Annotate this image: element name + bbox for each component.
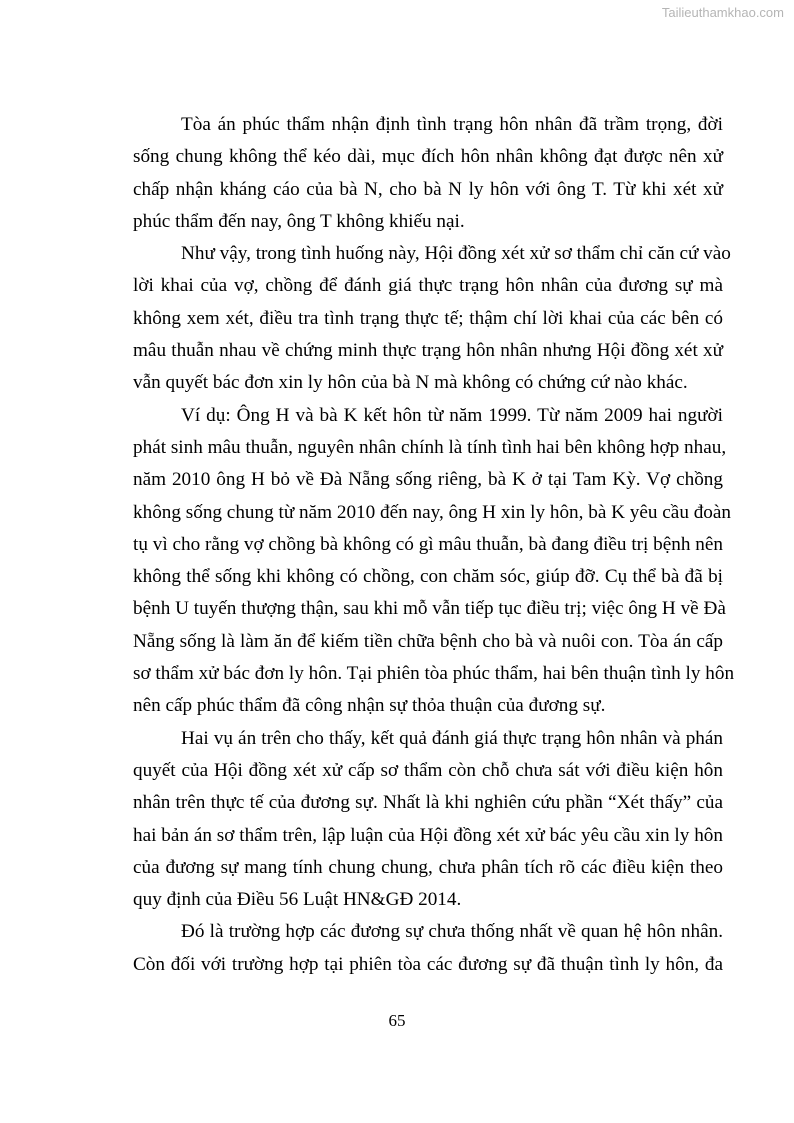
paragraph (133, 109, 723, 238)
text-line: năm 2010 ông H bỏ về Đà Nẵng sống riêng, bà K ở tại Tam Kỳ. Vợ chồng (133, 469, 723, 491)
text-line: Còn đối với trường hợp tại phiên tòa các đương sự đã thuận tình ly hôn, đa (133, 953, 723, 975)
text-line: Tòa án phúc thẩm nhận định tình trạng hôn nhân đã trầm trọng, đời (181, 114, 723, 135)
text-line: sơ thẩm xử bác đơn ly hôn. Tại phiên tòa phúc thẩm, hai bên thuận tình ly hôn (133, 663, 735, 685)
watermark: Tailieuthamkhao.com (661, 5, 784, 20)
text-line: không xem xét, điều tra tình trạng thực tế; thậm chí lời khai của các bên có (133, 307, 723, 329)
text-line: quy định của Điều 56 Luật HN&GĐ 2014. (133, 889, 462, 911)
text-line: phúc thẩm đến nay, ông T không khiếu nại. (133, 210, 465, 232)
text-line: của đương sự mang tính chung chung, chưa phân tích rõ các điều kiện theo (133, 856, 723, 878)
text-line: không sống chung từ năm 2010 đến nay, ông H xin ly hôn, bà K yêu cầu đoàn (133, 501, 732, 523)
paragraph (133, 916, 723, 981)
text-line: Đó là trường hợp các đương sự chưa thống nhất về quan hệ hôn nhân. (181, 921, 723, 943)
text-line: Như vậy, trong tình huống này, Hội đồng xét xử sơ thẩm chỉ căn cứ vào (181, 243, 731, 265)
text-line: chấp nhận kháng cáo của bà N, cho bà N ly hôn với ông T. Từ khi xét xử (133, 178, 723, 200)
paragraph (133, 238, 731, 399)
document-body (133, 109, 735, 981)
text-line: phát sinh mâu thuẫn, nguyên nhân chính là tính tình hai bên không hợp nhau, (133, 436, 727, 458)
text-line: Ví dụ: Ông H và bà K kết hôn từ năm 1999. Từ năm 2009 hai người (181, 404, 723, 426)
text-line: bệnh U tuyến thượng thận, sau khi mỗ vẫn tiếp tục điều trị; việc ông H về Đà (133, 598, 726, 620)
text-line: nên cấp phúc thẩm đã công nhận sự thỏa thuận của đương sự. (133, 695, 606, 717)
text-line: sống chung không thể kéo dài, mục đích hôn nhân không đạt được nên xử (133, 146, 723, 168)
paragraph (133, 400, 735, 723)
text-line: tụ vì cho rằng vợ chồng bà không có gì mâu thuẫn, bà đang điều trị bệnh nên (133, 533, 723, 555)
text-line: hai bản án sơ thẩm trên, lập luận của Hội đồng xét xử bác yêu cầu xin ly hôn (133, 824, 723, 846)
text-line: vẫn quyết bác đơn xin ly hôn của bà N mà không có chứng cứ nào khác. (133, 372, 688, 394)
text-line: lời khai của vợ, chồng để đánh giá thực trạng hôn nhân của đương sự mà (133, 275, 723, 297)
text-line: mâu thuẫn nhau về chứng minh thực trạng hôn nhân nhưng Hội đồng xét xử (133, 340, 723, 362)
text-line: nhân trên thực tế của đương sự. Nhất là khi nghiên cứu phần “Xét thấy” của (133, 792, 723, 814)
text-line: không thể sống khi không có chồng, con chăm sóc, giúp đỡ. Cụ thể bà đã bị (133, 566, 723, 588)
page-number: 65 (388, 1011, 406, 1030)
text-line: Nẵng sống là làm ăn để kiếm tiền chữa bệnh cho bà và nuôi con. Tòa án cấp (133, 630, 723, 652)
text-line: Hai vụ án trên cho thấy, kết quả đánh giá thực trạng hôn nhân và phán (181, 727, 723, 749)
text-line: quyết của Hội đồng xét xử cấp sơ thẩm còn chỗ chưa sát với điều kiện hôn (133, 759, 723, 781)
paragraph (133, 723, 723, 917)
